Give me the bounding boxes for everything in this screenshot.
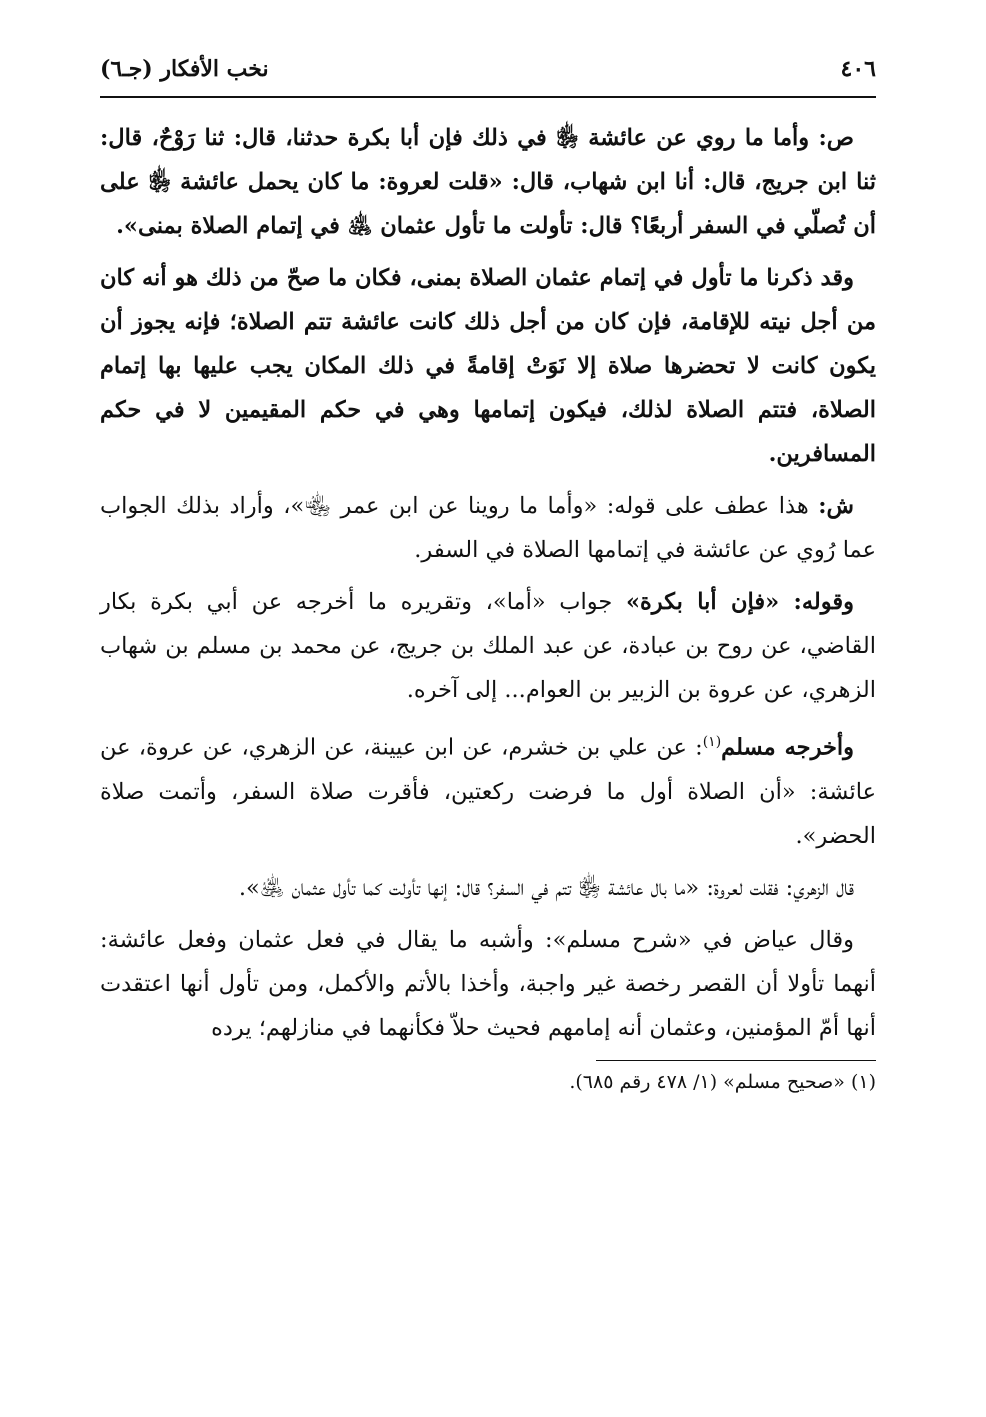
paragraph-zuhri <box>100 866 876 910</box>
book-page <box>100 56 876 1097</box>
paragraph-text: : عن علي بن خشرم، عن ابن عيينة، عن الزهري، عن عروة، عن عائشة: «أن الصلاة أول ما فرضت ركعتين، فأقرت صلاة السفر، وأتمت صلاة الحضر». <box>100 734 876 849</box>
paragraph-sharh <box>100 484 876 572</box>
paragraph-matn-continued <box>100 256 876 476</box>
page-body <box>100 116 876 1050</box>
paragraph-label: وأخرجه مسلم <box>721 734 855 761</box>
paragraph-muslim <box>100 720 876 858</box>
paragraph-text: هذا عطف على قوله: «وأما ما روينا عن ابن عمر ﵄»، وأراد بذلك الجواب عما رُوي عن عائشة في إتمامها الصلاة في السفر. <box>100 493 876 563</box>
paragraph-label: ص: <box>818 125 854 151</box>
paragraph-sad <box>100 116 876 248</box>
paragraph-text: وأما ما روي عن عائشة ﵂ في ذلك فإن أبا بكرة حدثنا، قال: ثنا رَوْحٌ، قال: ثنا ابن جريج، قال: أنا ابن شهاب، قال: «قلت لعروة: ما كان يحمل عائشة ﵂ على أن تُصلّي في السفر أربعًا؟ قال: تأولت ما تأول عثمان ﵁ في إتمام الصلاة بمنى». <box>100 125 876 239</box>
paragraph-text: جواب «أما»، وتقريره ما أخرجه عن أبي بكرة بكار القاضي، عن روح بن عبادة، عن عبد الملك بن جريج، عن محمد بن مسلم بن شهاب الزهري، عن عروة بن الزبير بن العوام... إلى آخره. <box>100 589 876 703</box>
footnote: (١) «صحيح مسلم» (١/ ٤٧٨ رقم ٦٨٥). <box>569 1070 876 1093</box>
footnote-ref: (١) <box>702 734 722 750</box>
paragraph-text: قال الزهري: فقلت لعروة: «ما بال عائشة ﵂ تتم في السفر؟ قال: إنها تأولت كما تأول عثمان ﵁». <box>238 874 854 901</box>
paragraph-label: وقوله: «فإن أبا بكرة» <box>625 589 854 615</box>
running-header <box>100 56 876 98</box>
paragraph-text: وقد ذكرنا ما تأول في إتمام عثمان الصلاة بمنى، فكان ما صحّ من ذلك هو أنه كان من أجل نيته للإقامة، فإن كان من أجل ذلك كانت عائشة تتم الصلاة؛ فإنه يجوز أن يكون كانت لا تحضرها صلاة إلا نَوَتْ إقامةً في ذلك المكان يجب عليها بها إتمام الصلاة، فتتم الصلاة لذلك، فيكون إتمامها وهي في حكم المقيمين لا في حكم المسافرين. <box>100 265 876 467</box>
footnote-separator <box>596 1060 876 1061</box>
paragraph-qawluhu <box>100 580 876 712</box>
book-title: نخب الأفكار (جـ٦) <box>100 56 269 82</box>
paragraph-iyad <box>100 918 876 1050</box>
paragraph-label: ش: <box>818 493 854 519</box>
paragraph-text: وقال عياض في «شرح مسلم»: وأشبه ما يقال في فعل عثمان وفعل عائشة: أنهما تأولا أن القصر رخصة غير واجبة، وأخذا بالأتم والأكمل، ومن تأول أنها اعتقدت أنها أمّ المؤمنين، وعثمان أنه إمامهم فحيث حلاّ فكأنهما في منازلهم؛ يرده <box>100 926 876 1041</box>
page-number: ٤٠٦ <box>840 56 876 82</box>
